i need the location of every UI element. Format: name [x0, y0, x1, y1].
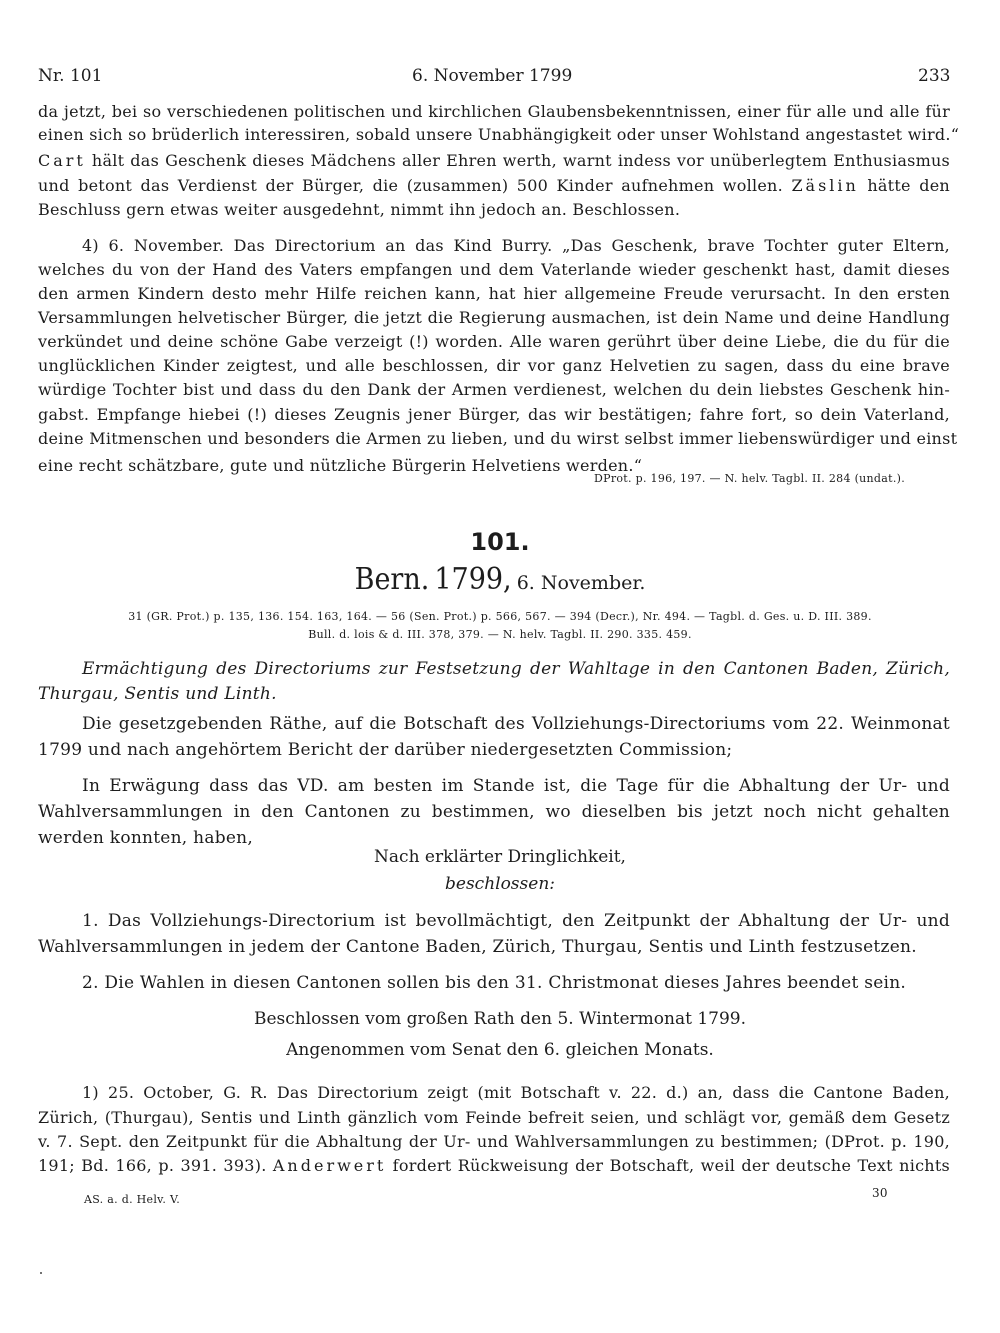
footnote-line: den armen Kindern desto mehr Hilfe reichen kann, hat hier allgemeine Freude verursacht. In den ersten: [38, 284, 950, 303]
document-number: 101.: [470, 528, 530, 556]
document-place-date: [0, 562, 1000, 597]
body-line: einen sich so brüderlich interessiren, sobald unsere Unabhängigkeit oder unser Wohlstand angestastet wird.“: [38, 125, 960, 144]
closing-line: Angenommen vom Senat den 6. gleichen Monats.: [286, 1040, 714, 1060]
body-line: Beschluss gern etwas weiter ausgedehnt, nimmt ihn jedoch an. Beschlossen.: [38, 200, 681, 219]
body-line: und betont das Verdienst der Bürger, die (zusammen) 500 Kinder aufnehmen wollen. Zäslin hätte den: [38, 176, 950, 195]
footnote-line: welches du von der Hand des Vaters empfangen und dem Vaterlande wieder geschenkt hast, damit dieses: [38, 260, 950, 279]
footnote-line: würdige Tochter bist und dass du den Dank der Armen verdienest, welchen du dein liebstes Geschenk hin-: [38, 380, 950, 399]
source-line: Bull. d. lois & d. III. 378, 379. — N. helv. Tagbl. II. 290. 335. 459.: [308, 628, 692, 641]
footnote-line: v. 7. Sept. den Zeitpunkt für die Abhaltung der Ur- und Wahlversammlungen zu bestimmen; (DProt. p. 190,: [38, 1132, 950, 1151]
footnote-line: Versammlungen helvetischer Bürger, die jetzt die Regierung ausmachen, ist dein Name und deine Handlung: [38, 308, 950, 327]
footnote-line: eine recht schätzbare, gute und nützliche Bürgerin Helvetiens werden.“: [38, 456, 643, 475]
header-date: 6. November 1799: [412, 66, 573, 86]
document-title-line: Thurgau, Sentis und Linth.: [38, 684, 277, 704]
speaker-name: Anderwert: [272, 1156, 387, 1175]
footnote-line: unglücklichen Kinder zeigtest, und alle beschlossen, dir vor ganz Helvetien zu sagen, dass du eine brave: [38, 356, 950, 375]
body-line: Cart hält das Geschenk dieses Mädchens aller Ehren werth, warnt indess vor unüberlegtem Enthusiasmus: [38, 151, 951, 170]
article-line: 2. Die Wahlen in diesen Cantonen sollen bis den 31. Christmonat dieses Jahres beendet sein.: [82, 973, 907, 993]
preamble-line: 1799 und nach angehörtem Bericht der darüber niedergesetzten Commission;: [38, 740, 733, 760]
resolution-clause: beschlossen:: [445, 874, 555, 894]
document-year: 1799,: [434, 562, 512, 597]
closing-line: Beschlossen vom großen Rath den 5. Wintermonat 1799.: [253, 1009, 746, 1029]
header-section-number: Nr. 101: [38, 66, 103, 86]
footnote-line: deine Mitmenschen und besonders die Armen zu lieben, und du wirst selbst immer liebenswürdiger und einst: [38, 429, 958, 448]
speaker-name: Cart: [38, 151, 86, 170]
speaker-name: Zäslin: [791, 176, 859, 195]
footnote-line: Zürich, (Thurgau), Sentis und Linth gänzlich vom Feinde befreit seien, und schlägt vor, gemäß dem Gesetz: [38, 1108, 950, 1127]
source-line: 31 (GR. Prot.) p. 135, 136. 154. 163, 164. — 56 (Sen. Prot.) p. 566, 567. — 394 (Decr.), Nr. 494. — Tagbl. d. Ges. u. D. III. 389.: [128, 610, 872, 623]
urgency-clause: Nach erklärter Dringlichkeit,: [374, 847, 626, 867]
document-place: Bern.: [354, 562, 430, 597]
footnote-line: verkündet und deine schöne Gabe verzeigt (!) worden. Alle waren gerührt über deine Liebe, die du für die: [38, 332, 950, 351]
footnote-line: 1) 25. October, G. R. Das Directorium zeigt (mit Botschaft v. 22. d.) an, dass die Cantone Baden,: [82, 1083, 950, 1102]
footer-signature: AS. a. d. Helv. V.: [84, 1193, 181, 1206]
article-line: Wahlversammlungen in jedem der Cantone Baden, Zürich, Thurgau, Sentis und Linth festzusetzen.: [38, 937, 917, 957]
body-line: da jetzt, bei so verschiedenen politischen und kirchlichen Glaubensbekenntnissen, einer für alle und alle für: [38, 102, 950, 121]
preamble-line: Die gesetzgebenden Räthe, auf die Botschaft des Vollziehungs-Directoriums vom 22. Weinmonat: [82, 714, 950, 734]
footnote-source: DProt. p. 196, 197. — N. helv. Tagbl. II. 284 (undat.).: [594, 472, 906, 485]
preamble-line: werden konnten, haben,: [38, 828, 253, 848]
print-speck: [40, 1272, 42, 1274]
footnote-line: 191; Bd. 166, p. 391. 393). Anderwert fordert Rückweisung der Botschaft, weil der deutsche Text nichts: [38, 1156, 951, 1175]
preamble-line: In Erwägung dass das VD. am besten im Stande ist, die Tage für die Abhaltung der Ur- und: [82, 776, 950, 796]
article-line: 1. Das Vollziehungs-Directorium ist bevollmächtigt, den Zeitpunkt der Abhaltung der Ur- und: [82, 911, 950, 931]
footnote-line: gabst. Empfange hiebei (!) dieses Zeugnis jener Bürger, das wir bestätigen; fahre fort, so dein Vaterland,: [38, 405, 950, 424]
header-page-number: 233: [918, 66, 951, 86]
footnote-line: 4) 6. November. Das Directorium an das Kind Burry. „Das Geschenk, brave Tochter guter Eltern,: [82, 236, 950, 255]
footer-sheet-number: 30: [872, 1186, 888, 1200]
document-date: 6. November.: [516, 572, 646, 594]
preamble-line: Wahlversammlungen in den Cantonen zu bestimmen, wo dieselben bis jetzt noch nicht gehalten: [38, 802, 950, 822]
document-title-line: Ermächtigung des Directoriums zur Festsetzung der Wahltage in den Cantonen Baden, Zürich,: [82, 659, 950, 679]
